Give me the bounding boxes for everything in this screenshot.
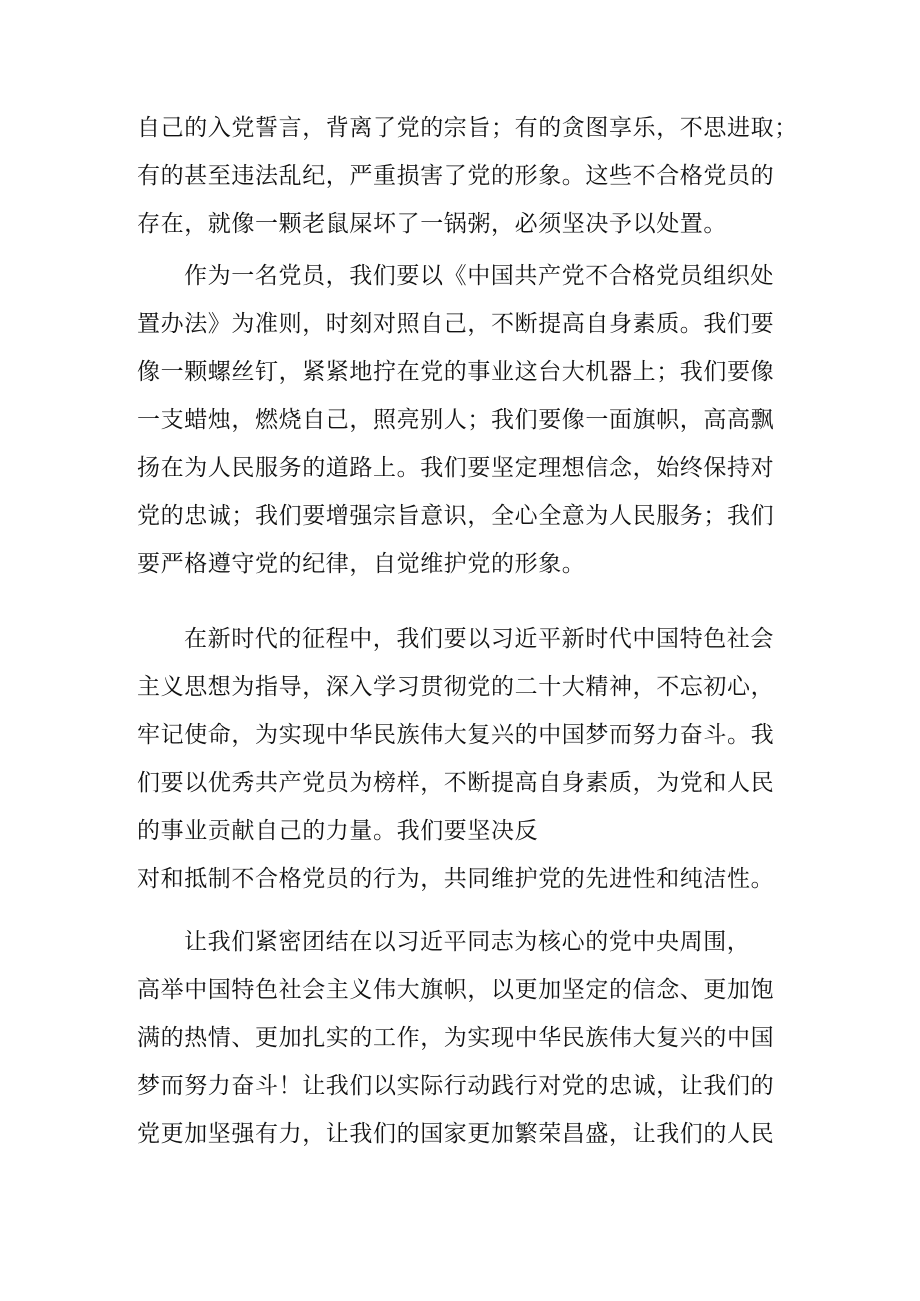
paragraph-4 xyxy=(137,918,797,1158)
paragraph-line: 满的热情、更加扎实的工作，为实现中华民族伟大复兴的中国 xyxy=(137,1025,775,1051)
paragraph-line: 自己的入党誓言，背离了党的宗旨；有的贪图享乐，不思进取； xyxy=(137,115,798,141)
paragraph-1 xyxy=(137,104,797,248)
paragraph-line: 的事业贡献自己的力量。我们要坚决反 xyxy=(137,818,539,844)
paragraph-line: 有的甚至违法乱纪，严重损害了党的形象。这些不合格党员的 xyxy=(137,163,775,189)
paragraph-line: 牢记使命，为实现中华民族伟大复兴的中国梦而努力奋斗。我 xyxy=(137,722,775,748)
paragraph-line: 扬在为人民服务的道路上。我们要坚定理想信念，始终保持对 xyxy=(137,455,775,481)
paragraph-line: 主义思想为指导，深入学习贯彻党的二十大精神，不忘初心， xyxy=(137,674,775,700)
paragraph-line: 要严格遵守党的纪律，自觉维护党的形象。 xyxy=(137,551,586,577)
paragraph-line: 高举中国特色社会主义伟大旗帜，以更加坚定的信念、更加饱 xyxy=(137,977,775,1003)
paragraph-line: 让我们紧密团结在以习近平同志为核心的党中央周围， xyxy=(184,929,751,955)
paragraph-line: 像一颗螺丝钉，紧紧地拧在党的事业这台大机器上；我们要像 xyxy=(137,359,775,385)
paragraph-line: 梦而努力奋斗！让我们以实际行动践行对党的忠诚，让我们的 xyxy=(137,1073,775,1099)
paragraph-3 xyxy=(137,615,797,903)
paragraph-line: 党的忠诚；我们要增强宗旨意识，全心全意为人民服务；我们 xyxy=(137,503,775,529)
paragraph-line: 作为一名党员，我们要以《中国共产党不合格党员组织处 xyxy=(184,263,774,289)
paragraph-line: 党更加坚强有力，让我们的国家更加繁荣昌盛，让我们的人民 xyxy=(137,1121,775,1147)
paragraph-2 xyxy=(137,252,797,588)
paragraph-line: 置办法》为准则，时刻对照自己，不断提高自身素质。我们要 xyxy=(137,311,775,337)
paragraph-line: 在新时代的征程中，我们要以习近平新时代中国特色社会 xyxy=(184,626,774,652)
paragraph-line: 们要以优秀共产党员为榜样，不断提高自身素质，为党和人民 xyxy=(137,770,775,796)
paragraph-line: 存在，就像一颗老鼠屎坏了一锅粥，必须坚决予以处置。 xyxy=(137,211,727,237)
paragraph-line: 一支蜡烛，燃烧自己，照亮别人；我们要像一面旗帜，高高飘 xyxy=(137,407,775,433)
paragraph-line: 对和抵制不合格党员的行为，共同维护党的先进性和纯洁性。 xyxy=(137,866,775,892)
